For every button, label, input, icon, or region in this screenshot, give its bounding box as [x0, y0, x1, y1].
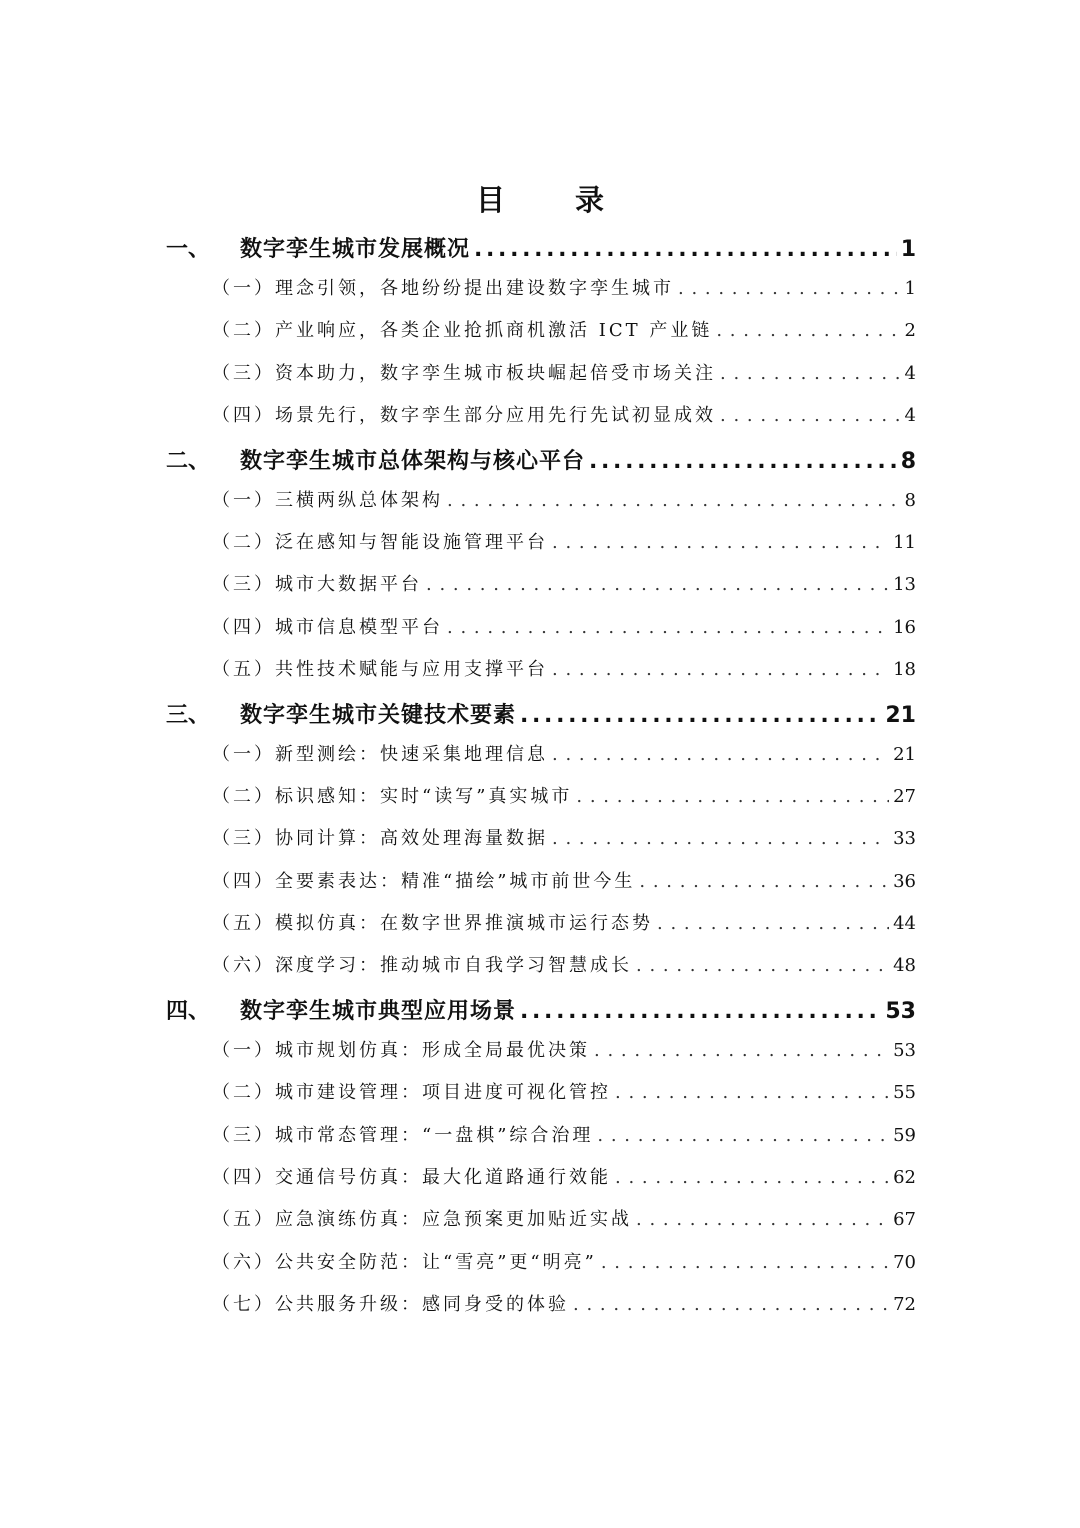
- item-title: （一）理念引领，各地纷纷提出建设数字孪生城市: [212, 278, 674, 299]
- toc-item-1-2[interactable]: [166, 316, 916, 358]
- dot-leader: [594, 1040, 889, 1061]
- toc-item-3-6[interactable]: [166, 951, 916, 993]
- toc-item-3-3[interactable]: [166, 824, 916, 866]
- item-title: （四）交通信号仿真：最大化道路通行效能: [212, 1167, 611, 1189]
- item-title: （五）模拟仿真：在数字世界推演城市运行态势: [212, 913, 653, 935]
- dot-leader: [716, 320, 900, 341]
- dot-leader: [520, 999, 881, 1024]
- dot-leader: [657, 913, 889, 934]
- page-number: 62: [893, 1167, 916, 1189]
- page-number: 44: [893, 913, 916, 935]
- toc-section-4[interactable]: [166, 994, 916, 1036]
- item-title: （六）深度学习：推动城市自我学习智慧成长: [212, 955, 632, 977]
- item-title: （二）产业响应，各类企业抢抓商机激活 ICT 产业链: [212, 320, 713, 342]
- item-title: （三）城市大数据平台: [212, 574, 422, 596]
- toc-item-2-1[interactable]: [166, 486, 916, 528]
- table-of-contents: [166, 232, 916, 1333]
- section-title: 数字孪生城市总体架构与核心平台: [240, 448, 586, 474]
- dot-leader: [601, 1252, 889, 1273]
- dot-leader: [636, 955, 889, 976]
- page-number: 53: [893, 1039, 916, 1061]
- dot-leader: [720, 405, 901, 426]
- toc-item-3-5[interactable]: [166, 909, 916, 951]
- toc-item-4-5[interactable]: [166, 1205, 916, 1247]
- page-number: 8: [900, 448, 916, 474]
- page-number: 27: [893, 785, 916, 807]
- page-number: 18: [893, 659, 916, 681]
- toc-item-4-4[interactable]: [166, 1163, 916, 1205]
- dot-leader: [552, 532, 889, 553]
- toc-section-1[interactable]: [166, 232, 916, 274]
- toc-item-1-4[interactable]: [166, 401, 916, 443]
- page-number: 21: [893, 743, 916, 765]
- page-number: 8: [904, 489, 916, 511]
- toc-item-2-3[interactable]: [166, 570, 916, 612]
- toc-item-2-4[interactable]: [166, 613, 916, 655]
- dot-leader: [639, 871, 889, 892]
- dot-leader: [576, 786, 889, 807]
- section-number: 三、: [166, 702, 211, 728]
- toc-item-3-1[interactable]: [166, 740, 916, 782]
- dot-leader: [589, 449, 897, 474]
- dot-leader: [636, 1209, 889, 1230]
- item-title: （四）全要素表达：精准“描绘”城市前世今生: [212, 870, 636, 892]
- item-title: （六）公共安全防范：让“雪亮”更“明亮”: [212, 1251, 597, 1273]
- dot-leader: [447, 490, 901, 511]
- toc-section-3[interactable]: [166, 698, 916, 740]
- dot-leader: [474, 237, 897, 262]
- dot-leader: [552, 828, 889, 849]
- item-title: （五）共性技术赋能与应用支撑平台: [212, 659, 548, 681]
- page-number: 4: [904, 405, 916, 427]
- page-number: 21: [885, 702, 916, 728]
- section-number: 二、: [166, 448, 211, 474]
- page-number: 11: [893, 531, 916, 553]
- item-title: （二）泛在感知与智能设施管理平台: [212, 531, 548, 553]
- page-number: 1: [900, 237, 916, 262]
- section-title: 数字孪生城市典型应用场景: [240, 998, 517, 1024]
- page-number: 59: [893, 1124, 916, 1146]
- dot-leader: [597, 1125, 889, 1146]
- item-title: （二）标识感知：实时“读写”真实城市: [212, 785, 573, 807]
- toc-title: 目 录: [475, 183, 635, 217]
- dot-leader: [552, 744, 889, 765]
- dot-leader: [615, 1167, 889, 1188]
- toc-item-1-3[interactable]: [166, 359, 916, 401]
- toc-item-4-6[interactable]: [166, 1248, 916, 1290]
- toc-section-2[interactable]: [166, 444, 916, 486]
- page-number: 55: [893, 1082, 916, 1104]
- toc-item-4-2[interactable]: [166, 1078, 916, 1120]
- toc-item-1-1[interactable]: [166, 274, 916, 316]
- item-title: （七）公共服务升级：感同身受的体验: [212, 1294, 569, 1316]
- page-number: 4: [904, 362, 916, 384]
- item-title: （四）城市信息模型平台: [212, 616, 443, 638]
- section-number: 四、: [166, 998, 211, 1024]
- section-title: 数字孪生城市关键技术要素: [240, 702, 517, 728]
- dot-leader: [678, 278, 901, 299]
- item-title: （二）城市建设管理：项目进度可视化管控: [212, 1082, 611, 1104]
- dot-leader: [447, 617, 889, 638]
- item-title: （一）三横两纵总体架构: [212, 489, 443, 511]
- item-title: （三）城市常态管理：“一盘棋”综合治理: [212, 1124, 594, 1146]
- dot-leader: [615, 1082, 889, 1103]
- toc-item-4-7[interactable]: [166, 1290, 916, 1332]
- page-number: 53: [885, 998, 916, 1024]
- page-number: 33: [893, 828, 916, 850]
- page-number: 72: [893, 1294, 916, 1316]
- item-title: （一）新型测绘：快速采集地理信息: [212, 743, 548, 765]
- item-title: （五）应急演练仿真：应急预案更加贴近实战: [212, 1209, 632, 1231]
- page-number: 48: [893, 955, 916, 977]
- item-title: （三）资本助力，数字孪生城市板块崛起倍受市场关注: [212, 362, 716, 384]
- toc-item-2-2[interactable]: [166, 528, 916, 570]
- page-number: 16: [893, 616, 916, 638]
- dot-leader: [426, 574, 889, 595]
- toc-item-2-5[interactable]: [166, 655, 916, 697]
- section-title: 数字孪生城市发展概况: [240, 237, 471, 262]
- toc-item-3-4[interactable]: [166, 867, 916, 909]
- toc-item-3-2[interactable]: [166, 782, 916, 824]
- page-number: 1: [904, 278, 916, 299]
- dot-leader: [552, 659, 889, 680]
- page-number: 2: [904, 320, 916, 342]
- dot-leader: [573, 1294, 889, 1315]
- toc-item-4-1[interactable]: [166, 1036, 916, 1078]
- page-number: 67: [893, 1209, 916, 1231]
- toc-item-4-3[interactable]: [166, 1121, 916, 1163]
- page-number: 13: [893, 574, 916, 596]
- dot-leader: [520, 703, 881, 728]
- dot-leader: [720, 363, 901, 384]
- page-number: 70: [893, 1251, 916, 1273]
- item-title: （三）协同计算：高效处理海量数据: [212, 828, 548, 850]
- section-number: 一、: [166, 237, 211, 262]
- item-title: （四）场景先行，数字孪生部分应用先行先试初显成效: [212, 405, 716, 427]
- item-title: （一）城市规划仿真：形成全局最优决策: [212, 1039, 590, 1061]
- page-number: 36: [893, 870, 916, 892]
